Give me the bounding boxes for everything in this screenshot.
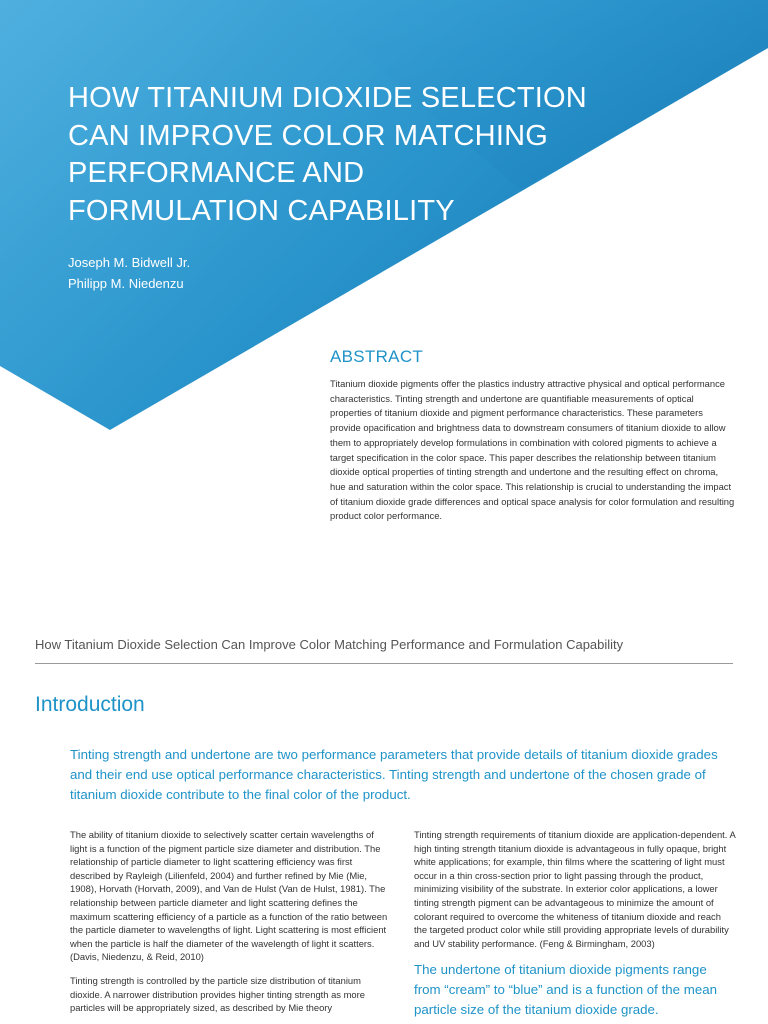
body-paragraph: Tinting strength is controlled by the particle size distribution of titanium dioxide. A narrower distribution provides higher tinting strength as more particles will be appropriately sized, as described by Mie theory — [70, 974, 365, 1014]
header-divider — [35, 663, 733, 664]
right-text-column — [414, 828, 736, 1020]
paper-title — [68, 80, 628, 230]
title-line: FORMULATION CAPABILITY — [68, 194, 455, 227]
body-paragraph: The ability of titanium dioxide to selectively scatter certain wavelengths of light is a function of the pigment particle size diameter and distribution. The relationship of particle diameter to light scattering efficiency was first described by Rayleigh (Lilienfeld, 2004) and further refined by Mie (Mie, 1908), Horvath (Horvath, 2009), and Van de Hulst (Van de Hulst, 1981). The relationship between particle diameter and light scattering defines the maximum scattering efficiency of a particle as a function of the ratio between the particle diameter to wavelengths of light. Light scattering is most efficient when the particle is half the diameter of the wavelength of light it scatters. (Davis, Niedenzu, & Reid, 2010) — [70, 829, 388, 963]
title-line: PERFORMANCE AND — [68, 157, 365, 189]
author-name: Philipp M. Niedenzu — [68, 276, 184, 291]
lead-paragraph: Tinting strength and undertone are two performance parameters that provide details of titanium dioxide grades and their end use optical performance characteristics. Tinting strength and undertone of the chosen grade of titanium dioxide contribute to the final color of the product. — [70, 747, 718, 802]
left-text-column — [70, 828, 390, 1024]
author-list — [68, 252, 190, 294]
title-line: HOW TITANIUM DIOXIDE SELECTION — [68, 82, 587, 114]
body-paragraph: Tinting strength requirements of titanium dioxide are application-dependent. A high tinting strength titanium dioxide is advantageous in fully opaque, bright white applications; for example, thin films where the scattering of light must occur in a thin cross-section prior to light passing through the product, minimizing visibility of the substrate. In exterior color applications, a lower tinting strength pigment can be advantageous to minimize the amount of colorant required to overcome the whiteness of titanium dioxide and reach the targeted product color while still providing appropriate levels of durability and UV stability performance. (Feng & Birmingham, 2003) — [414, 829, 736, 949]
title-line: CAN IMPROVE COLOR MATCHING — [68, 119, 548, 152]
section-heading-introduction: Introduction — [35, 693, 145, 716]
abstract-heading: ABSTRACT — [330, 347, 424, 366]
author-name: Joseph M. Bidwell Jr. — [68, 255, 191, 270]
abstract-text: Titanium dioxide pigments offer the plastics industry attractive physical and optical performance characteristics. Tinting strength and undertone are quantifiable measurements of optical properties of titanium dioxide and pigment performance characteristics. These parameters provide opacification and brightness data to downstream consumers of titanium dioxide to allow them to appropriately develop formulations in combination with colored pigments to achieve a target specification in the color space. This paper describes the relationship between titanium dioxide optical properties of tinting strength and undertone and the resulting effect on chroma, hue and saturation within the color space. This relationship is crucial to understanding the impact of titanium dioxide grade differences and optical space analysis for color formulation and resulting product color performance. — [330, 378, 735, 522]
pull-quote: The undertone of titanium dioxide pigments range from “cream” to “blue” and is a function of the mean particle size of the titanium dioxide grade. — [414, 962, 718, 1018]
running-header: How Titanium Dioxide Selection Can Improve Color Matching Performance and Formulation Capability — [35, 637, 624, 652]
